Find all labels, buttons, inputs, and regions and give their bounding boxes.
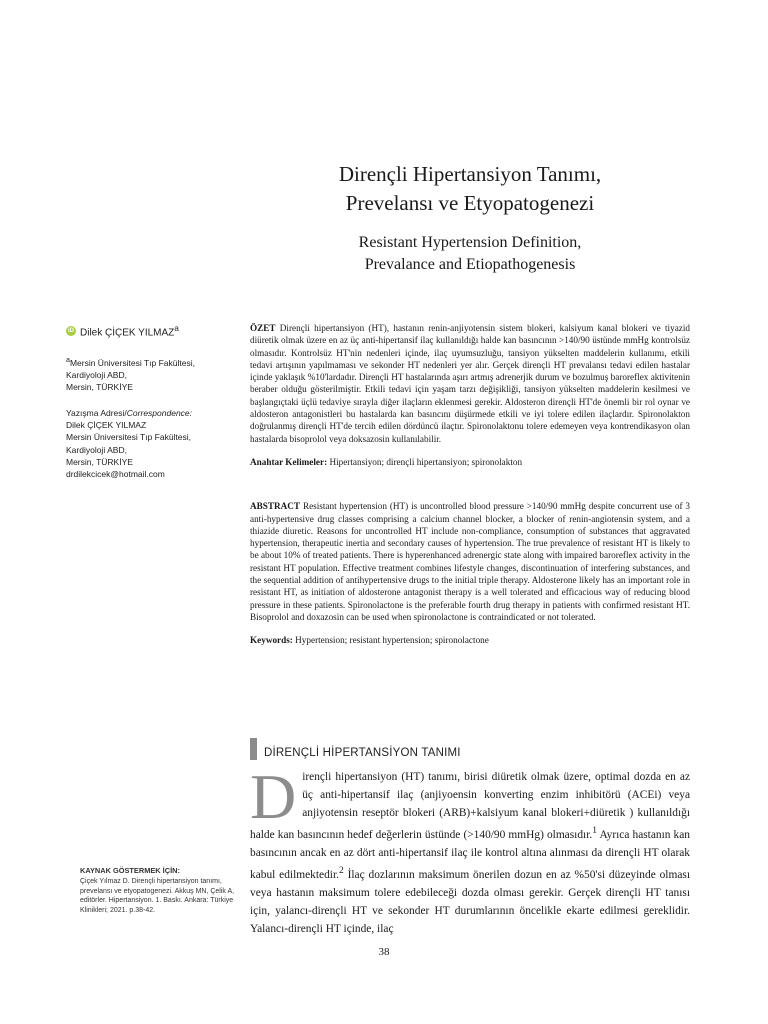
- page-number: 38: [378, 946, 390, 958]
- abstract-en-text: Resistant hypertension (HT) is uncontrolled blood pressure >140/90 mmHg despite concurrent use of 3 anti-hypertensive drug classes comprising a calcium channel blocker, a blocker of renin-angiotensin system, and a thiazide diuretic. Reasons for uncontrolled HT include non-compliance, consumption of substances that aggravated hypertension, therapeutic inertia and secondary causes of hypertension. The true prevalence of resistant HT is likely to be about 10% of treated patients. There is hyperenhanced adrenergic state along with impaired baroreflex activity in the resistant HT population. Effective treatment combines lifestyle changes, discontinuation of interfering substances, and the sequential addition of antihypertensive drugs to the initial triple therapy. Aldosterone likely has an important role in resistant HT, as initiation of aldosterone antagonist therapy is a well tolerated and efficacious way of reducing blood pressure in these patients. Spironolactone is the preferable fourth drug therapy in patients with confirmed resistant HT. Bisoprolol and doxazosin can be used when spironolactone is contraindicated or not tolerated.: [250, 501, 691, 622]
- abstract-tr-text: Dirençli hipertansiyon (HT), hastanın renin-anjiyotensin sistem blokeri, kalsiyum kanal blokeri ve tiyazid diüretik olmak üzere en az üç anti-hipertansif ilaç kullanıldığı halde kan basıncının >140/90 üstünde mmHg kontrolsüz olmasıdır. Kontrolsüz HT'nin nedenleri içinde, ilaç uyumsuzluğu, tansiyon yükselten maddelerin kullanımı, etkili tedavi artışının yapılmaması ve sekonder HT nedenleri yer alır. Gerçek dirençli HT prevalansı tedavi edilen hastalar içinde yaklaşık %10'lardadır. Dirençli HT hastalarında aşırı artmış adrenerjik durum ve bozulmuş baroreflex aktivitenin beraber olduğu gösterilmiştir. Etkili tedavi için yaşam tarzı değişikliği, tansiyon yükselten maddelerin kesilmesi ve başlangıçtaki üçlü tedaviye sırayla diğer ilaçların eklenmesi gerekir. Aldosteron dirençli HT'de önemli bir rol oynar ve aldosteron antagonistleri bu hastalarda kan basıncını düşürmede etkili ve iyi tolere edilen ilaçlardır. Spironolakton doğrulanmış dirençli HT'de tercih edilen dördüncü ilaçtır. Spironolaktonu tolere edemeyen veya kontrendikasyon olan hastalarda bisoprolol veya doksazosin kullanılabilir.: [250, 323, 690, 444]
- keywords-turkish: [250, 456, 690, 468]
- citation-box: [80, 866, 238, 916]
- citation-text: Çiçek Yılmaz D. Dirençli hipertansiyon tanımı, prevelansı ve etyopatogenezi. Akkuş MN, Çelik A, editörler. Hipertansiyon. 1. Baskı. Ankara: Türkiye Klinikleri; 2021. p.38-42.: [80, 877, 235, 915]
- reference-1[interactable]: 1: [592, 826, 597, 837]
- correspondence-line: Kardiyoloji ABD,: [66, 444, 127, 455]
- keywords-tr-label: Anahtar Kelimeler:: [250, 456, 328, 467]
- affiliation-line: Kardiyoloji ABD,: [66, 369, 127, 380]
- citation-title: KAYNAK GÖSTERMEK İÇİN:: [80, 866, 180, 875]
- abstract-turkish: [250, 322, 690, 445]
- abstract-tr-label: ÖZET: [250, 323, 276, 333]
- title-turkish: [250, 160, 690, 218]
- affiliation: [66, 354, 238, 393]
- author-sup: a: [174, 323, 179, 333]
- correspondence-label: Yazışma Adresi/Correspondence:: [66, 407, 193, 418]
- abstract-en-label: ABSTRACT: [250, 501, 301, 512]
- drop-cap: D: [250, 761, 297, 832]
- reference-2[interactable]: 2: [338, 866, 344, 877]
- section-bar-marker: [250, 738, 257, 760]
- correspondence-line: Dilek ÇİÇEK YILMAZ: [66, 420, 147, 431]
- title-tr-line1: Dirençli Hipertansiyon Tanımı,: [338, 162, 602, 186]
- section-heading: [250, 738, 690, 760]
- section-title: DİRENÇLİ HİPERTANSİYON TANIMI: [264, 747, 461, 759]
- title-en-line1: Resistant Hypertension Definition,: [358, 234, 582, 251]
- keywords-english: [250, 634, 690, 646]
- orcid-icon[interactable]: iD: [68, 327, 74, 334]
- author-email[interactable]: drdilekcicek@hotmail.com: [66, 468, 165, 479]
- correspondence-line: Mersin, TÜRKİYE: [66, 456, 133, 467]
- title-en-line2: Prevalance and Etiopathogenesis: [364, 256, 576, 273]
- keywords-en-text: Hypertension; resistant hypertension; spironolactone: [295, 635, 489, 646]
- author-sidebar: [66, 322, 238, 480]
- body-text-part: irençli hipertansiyon (HT) tanımı, birisi diüretik olmak üzere, optimal dozda en az üç anti-hipertansif ilaç (anjiyoensin konverting enzim inhibitörü (ACEi) veya anjiyotensin reseptör blokeri (ARB)+kalsiyum kanal blokeri+diüretik ) kullanıldığı halde kan basıncının hedef değerlerin üstünde (>140/90 mmHg) olmasıdır.: [250, 771, 690, 842]
- title-block: [250, 160, 690, 276]
- abstracts: [250, 322, 690, 647]
- keywords-tr-text: Hipertansiyon; dirençli hipertansiyon; spironolakton: [329, 456, 523, 467]
- affiliation-sup: a: [66, 355, 70, 364]
- keywords-en-label: Keywords:: [250, 635, 293, 646]
- author-row: [66, 322, 238, 340]
- correspondence: [66, 407, 238, 480]
- body-paragraph: [250, 761, 691, 938]
- abstract-english: [250, 500, 690, 623]
- title-tr-line2: Prevelansı ve Etyopatogenezi: [345, 191, 595, 215]
- correspondence-line: Mersin Üniversitesi Tıp Fakültesi,: [66, 432, 192, 443]
- title-english: [250, 232, 690, 276]
- author-name: Dilek ÇİÇEK YILMAZ$^a$: [80, 323, 179, 339]
- body-text-part: İlaç dozlarının maksimum önerilen dozun en az %50'si düzeyinde olması veya hastanın maksimum tolere edebileceği dozda olması gerekir. Gerçek dirençli HT tanısı için, yalancı-dirençli HT ve sekonder HT durumlarının öncelikle ekarte edilmesi gereklidir. Yalancı-dirençli HT içinde, ilaç: [250, 869, 690, 936]
- affiliation-line: Mersin, TÜRKİYE: [66, 381, 133, 392]
- body-text-part: Ayrıca hastanın kan basıncının ancak en az dört anti-hipertansif ilaç ile kontrol altına alınması da dirençli HT olarak kabul edilmektedir.: [250, 829, 691, 882]
- affiliation-line: Mersin Üniversitesi Tıp Fakültesi,: [69, 357, 195, 368]
